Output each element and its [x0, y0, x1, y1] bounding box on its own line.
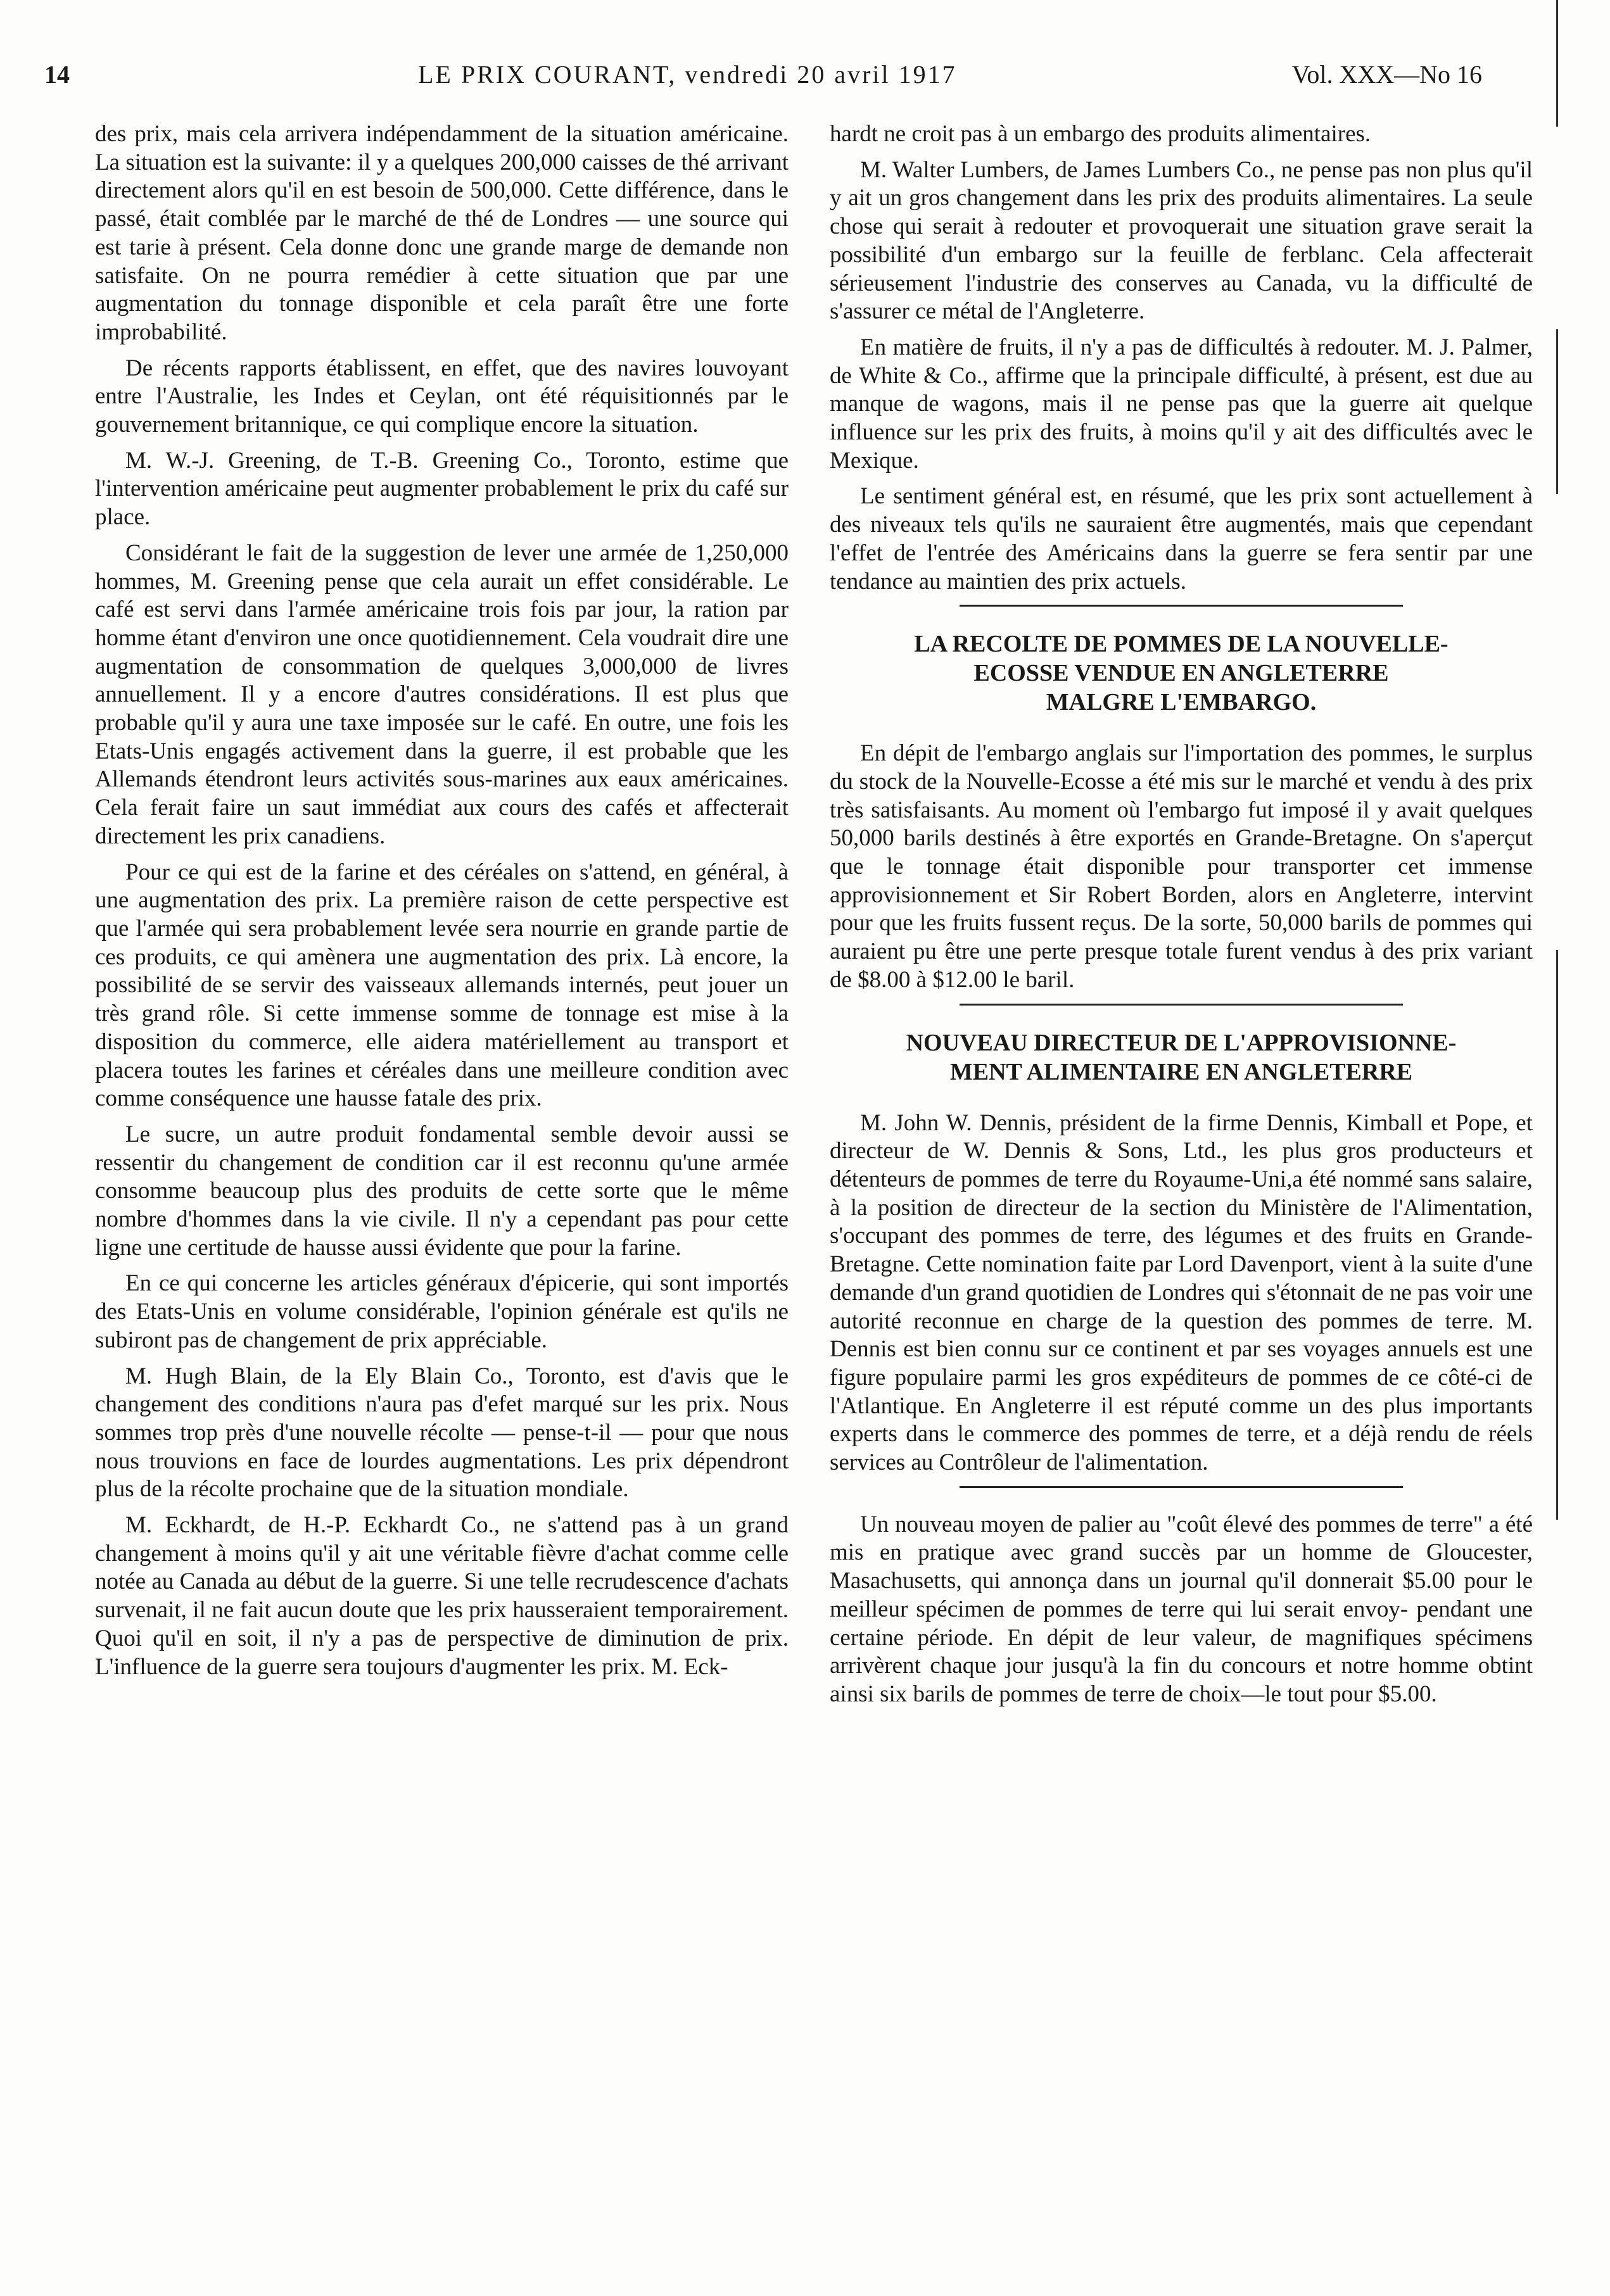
headline-line: MALGRE L'EMBARGO. [1046, 689, 1317, 716]
paragraph: M. W.-J. Greening, de T.-B. Greening Co., Toronto, estime que l'intervention américaine peut augmenter probablement le prix du café sur place. [95, 447, 789, 531]
page-number: 14 [44, 60, 70, 89]
paragraph: De récents rapports établissent, en effet, que des navires louvoyant entre l'Australie, les Indes et Ceylan, ont été réquisitionnés par le gouvernement britannique, ce qui complique encore la situation. [95, 355, 789, 438]
paragraph: M. Hugh Blain, de la Ely Blain Co., Toronto, est d'avis que le changement des conditions n'aura pas d'efet marqué sur les prix. Nous sommes trop près d'une nouvelle récolte — pense-t-il — pour que nous nous trouvions en face de lourdes augmentations. Les prix dépendront plus de la récolte prochaine que de la situation mondiale. [95, 1363, 789, 1503]
paragraph: des prix, mais cela arrivera indépendamment de la situation américaine. La situation est la suivante: il y a quelques 200,000 caisses de thé arrivant directement alors qu'il en est besoin de 500,000. Cette différence, dans le passé, était comblée par le marché de thé de Londres — une source qui est tarie à présent. Cela donne donc une grande marge de demande non satisfaite. On ne pourra remédier à cette situation que par une augmentation du tonnage disponible et cela paraît être une forte improbabilité. [95, 121, 789, 345]
headline-line: ECOSSE VENDUE EN ANGLETERRE [973, 660, 1389, 687]
left-column [95, 120, 789, 1689]
page-header [44, 56, 1482, 94]
paragraph: Considérant le fait de la suggestion de lever une armée de 1,250,000 hommes, M. Greening pense que cela aurait un effet considérable. Le café est servi dans l'armée américaine trois fois par jour, la ration par homme étant d'environ une once quotidiennement. Cela voudrait dire une augmentation de consommation de quelques 3,000,000 de livres annuellement. Il y a encore d'autres considérations. Il est plus que probable qu'il y aura une taxe imposée sur le café. En outre, une fois les Etats-Unis engagés activement dans la guerre, il est probable que les Allemands étendront leurs activités sous-marines aux eaux américaines. Cela ferait faire un saut immédiat aux cours des cafés et affecterait directement les prix canadiens. [95, 539, 789, 849]
article-headline [830, 1028, 1533, 1087]
article-body: Un nouveau moyen de palier au "coût élevé des pommes de terre" a été mis en pratique avec grand succès par un homme de Gloucester, Masachusetts, qui annonça dans un journal qu'il donnerait $5.00 pour le meilleur spécimen de pommes de terre qui lui serait envoy- pendant une certaine période. En dépit de leur valeur, de magnifiques spécimens arrivèrent chaque jour jusqu'à la fin du concours et notre homme obtint ainsi six barils de pommes de terre de choix—le tout pour $5.00. [830, 1511, 1533, 1707]
paragraph: Le sucre, un autre produit fondamental semble devoir aussi se ressentir du changement de condition car il est reconnu qu'une armée consomme beaucoup plus des produits de cette sorte que le même nombre d'hommes dans la vie civile. Il n'y a cependant pas pour cette ligne une certitude de hausse aussi évidente que pour la farine. [95, 1121, 789, 1261]
paragraph: M. Eckhardt, de H.-P. Eckhardt Co., ne s'attend pas à un grand changement à moins qu'il y ait une véritable fièvre d'achat comme celle notée au Canada au début de la guerre. Si une telle recrudescence d'achats survenait, il ne fait aucun doute que les prix hausseraient temporairement. Quoi qu'il en soit, il n'y a pas de perspective de diminution de prix. L'influence de la guerre sera toujours d'augmenter les prix. M. Eck- [95, 1512, 789, 1680]
article-headline [830, 629, 1533, 717]
right-column [830, 120, 1533, 1717]
headline-line: MENT ALIMENTAIRE EN ANGLETERRE [949, 1058, 1413, 1085]
page-edge-line [1556, 0, 1558, 127]
article-body: En dépit de l'embargo anglais sur l'importation des pommes, le surplus du stock de la Nouvelle-Ecosse a été mis sur le marché et vendu à des prix très satisfaisants. Au moment où l'embargo fut imposé il y avait quelques 50,000 barils destinés à être exportés en Grande-Bretagne. On s'aperçut que le tonnage était disponible pour transporter cet immense approvisionnement et Sir Robert Borden, alors en Angleterre, intervint pour que les fruits fussent reçus. De la sorte, 50,000 barils de pommes qui auraient pu être une perte presque totale furent vendus à des prix variant de $8.00 à $12.00 le baril. [830, 740, 1533, 993]
headline-line: LA RECOLTE DE POMMES DE LA NOUVELLE- [914, 631, 1448, 658]
paragraph: Pour ce qui est de la farine et des céréales on s'attend, en général, à une augmentation des prix. La première raison de cette perspective est que l'armée qui sera probablement levée sera nourrie en grande partie de ces produits, ce qui amènera une augmentation des prix. Là encore, la possibilité de se servir des vaisseaux allemands internés, peut jouer un très grand rôle. Si cette immense somme de tonnage est mise à la disposition du commerce, elle aidera matériellement au transport et placera toutes les farines et céréales dans une meilleure condition avec comme conséquence une hausse fatale des prix. [95, 859, 789, 1112]
paragraph: En matière de fruits, il n'y a pas de difficultés à redouter. M. J. Palmer, de White & Co., affirme que la principale difficulté, à présent, est due au manque de wagons, mais il ne pense pas que la guerre ait quelque influence sur les prix des fruits, à moins qu'il y ait des difficultés avec le Mexique. [830, 334, 1533, 474]
article-body: M. John W. Dennis, président de la firme Dennis, Kimball et Pope, et directeur de W. Dennis & Sons, Ltd., les plus gros producteurs et détenteurs de pommes de terre du Royaume-Uni,a été nommé sans salaire, à la position de directeur de la section du Ministère de l'Alimentation, s'occupant des pommes de terre, des légumes et des fruits en Grande-Bretagne. Cette nomination faite par Lord Davenport, vient à la suite d'une demande d'un grand quotidien de Londres qui s'étonnait de ne pas voir une autorité reconnue en charge de la question des pommes de terre. M. Dennis est bien connu sur ce continent et par ses voyages annuels est une figure populaire parmi les gros expéditeurs de pommes de ce côté-ci de l'Atlantique. En Angleterre il est réputé comme un des plus importants experts dans le commerce des pommes de terre, et a déjà rendu de réels services au Contrôleur de l'alimentation. [830, 1109, 1533, 1476]
section-divider [960, 605, 1403, 607]
volume-number: Vol. XXX—No 16 [1291, 60, 1482, 89]
paragraph: M. Walter Lumbers, de James Lumbers Co., ne pense pas non plus qu'il y ait un gros changement dans les prix des produits alimentaires. La seule chose qui serait à redouter et provoquerait une situation grave serait la possibilité d'un embargo sur la feuille de ferblanc. Cela affecterait sérieusement l'industrie des conserves au Canada, vu la difficulté de s'assurer ce métal de l'Angleterre. [830, 156, 1533, 325]
paragraph: hardt ne croit pas à un embargo des produits alimentaires. [830, 121, 1371, 147]
section-divider [960, 1004, 1403, 1006]
page-edge-line [1556, 950, 1558, 1520]
paragraph: Le sentiment général est, en résumé, que les prix sont actuellement à des niveaux tels qu'ils ne sauraient être augmentés, mais que cependant l'effet de l'entrée des Américains dans la guerre se fera sentir par une tendance au maintien des prix actuels. [830, 483, 1533, 595]
publication-title: LE PRIX COURANT, vendredi 20 avril 1917 [418, 60, 957, 89]
page-edge-line [1556, 329, 1558, 494]
headline-line: NOUVEAU DIRECTEUR DE L'APPROVISIONNE- [906, 1029, 1457, 1056]
paragraph: En ce qui concerne les articles généraux d'épicerie, qui sont importés des Etats-Unis en volume considérable, l'opinion générale est qu'ils ne subiront pas de changement de prix appréciable. [95, 1270, 789, 1353]
section-divider [960, 1486, 1403, 1488]
